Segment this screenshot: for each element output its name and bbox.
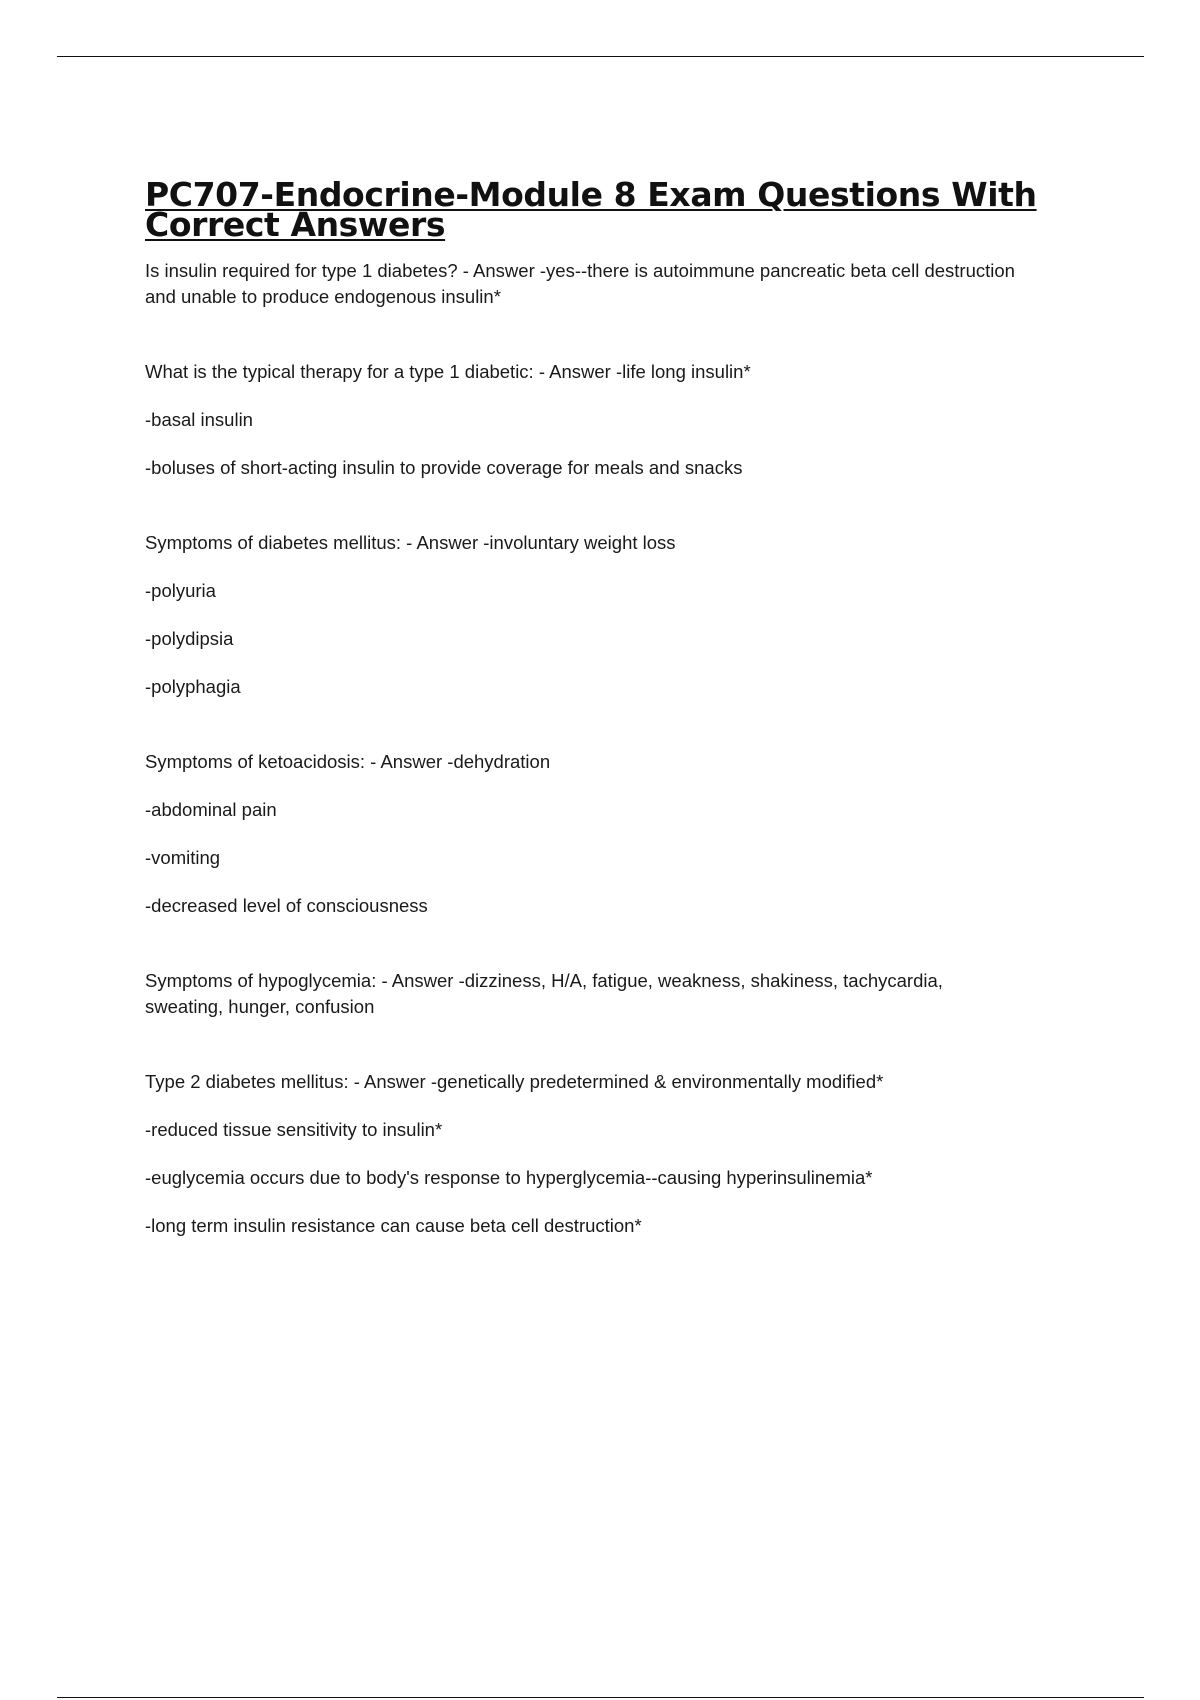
- qa-question-line: Type 2 diabetes mellitus: - Answer -genetically predetermined & environmentally modified*: [145, 1071, 884, 1092]
- qa-answer-line: -polyphagia: [145, 676, 241, 697]
- qa-answer-line: -decreased level of consciousness: [145, 895, 428, 916]
- qa-question-line: Symptoms of hypoglycemia: - Answer -dizziness, H/A, fatigue, weakness, shakiness, tachycardia, sweating, hunger, confusion: [145, 970, 943, 1017]
- header-rule: [57, 56, 1144, 57]
- document-title: [145, 175, 1037, 244]
- document-body: [145, 175, 1037, 1288]
- qa-item-diabetes-symptoms: [145, 530, 1025, 700]
- qa-answer-line: -vomiting: [145, 847, 221, 868]
- title-line-2: Correct Answers: [145, 205, 446, 244]
- qa-answer-line: -reduced tissue sensitivity to insulin*: [145, 1119, 443, 1140]
- qa-answer-line: -abdominal pain: [145, 799, 277, 820]
- title-line-1: PC707-Endocrine-Module 8 Exam Questions With: [145, 175, 1037, 214]
- qa-answer-line: -long term insulin resistance can cause beta cell destruction*: [145, 1215, 642, 1236]
- qa-item-hypoglycemia-symptoms: [145, 968, 1025, 1020]
- qa-item-type2-diabetes: [145, 1069, 1025, 1239]
- qa-question-line: Symptoms of diabetes mellitus: - Answer -involuntary weight loss: [145, 532, 676, 553]
- qa-item-ketoacidosis-symptoms: [145, 749, 1025, 919]
- qa-answer-line: -polyuria: [145, 580, 216, 601]
- qa-question-line: What is the typical therapy for a type 1 diabetic: - Answer -life long insulin*: [145, 361, 751, 382]
- qa-question-line: Is insulin required for type 1 diabetes? - Answer -yes--there is autoimmune pancreatic beta cell destruction and unable to produce endogenous insulin*: [145, 260, 1015, 307]
- qa-answer-line: -euglycemia occurs due to body's response to hyperglycemia--causing hyperinsulinemia*: [145, 1167, 873, 1188]
- qa-item-insulin-type1: [145, 258, 1025, 310]
- qa-question-line: Symptoms of ketoacidosis: - Answer -dehydration: [145, 751, 551, 772]
- qa-item-type1-therapy: [145, 359, 1025, 481]
- qa-list: [145, 258, 1025, 1239]
- qa-answer-line: -polydipsia: [145, 628, 234, 649]
- qa-answer-line: -basal insulin: [145, 409, 253, 430]
- footer-rule: [57, 1697, 1144, 1698]
- qa-answer-line: -boluses of short-acting insulin to provide coverage for meals and snacks: [145, 457, 743, 478]
